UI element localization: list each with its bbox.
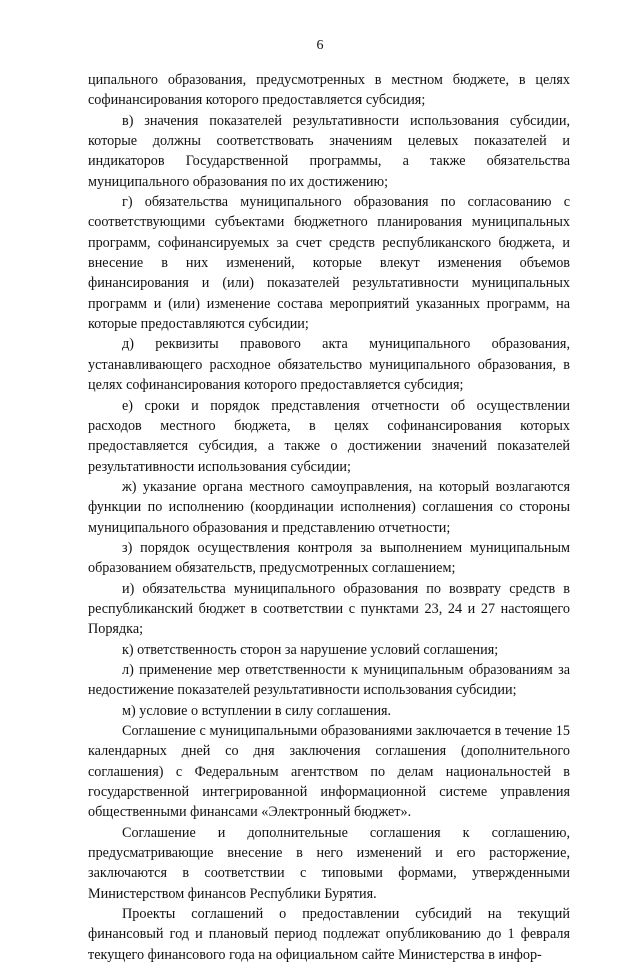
document-body	[88, 70, 570, 965]
paragraph-item-e: е) сроки и порядок представления отчетности об осуществлении расходов местного бюджета, в целях софинансирования которых предоставляется субсидия, а также о достижении значений показателей результативности использования субсидии;	[88, 397, 570, 475]
paragraph-item-i: и) обязательства муниципального образования по возврату средств в республиканский бюджет в соответствии с пунктами 23, 24 и 27 настоящего Порядка;	[88, 580, 570, 638]
paragraph-item-k: к) ответственность сторон за нарушение условий соглашения;	[122, 641, 499, 658]
paragraph-item-d: д) реквизиты правового акта муниципального образования, устанавливающего расходное обязательство муниципального образования, в целях софинансирования которого предоставляется субсидия;	[88, 336, 570, 394]
paragraph-item-l: л) применение мер ответственности к муниципальным образованиям за недостижение показателей результативности использования субсидии;	[88, 661, 570, 699]
page-number: 6	[316, 38, 324, 53]
paragraph-item-g: г) обязательства муниципального образования по согласованию с соответствующими субъектами бюджетного планирования муниципальных программ, софинансируемых за счет средств республиканского бюджета, и внесение в них изменений, которые влекут изменения объемов финансирования и (или) показателей результативности муниципальных программ и (или) изменение состава мероприятий указанных программ, на которые предоставляются субсидии;	[88, 194, 570, 333]
paragraph-item-z: з) порядок осуществления контроля за выполнением муниципальным образованием обязательств, предусмотренных соглашением;	[88, 539, 570, 577]
paragraph-agreement-term: Соглашение с муниципальными образованиями заключается в течение 15 календарных дней со дня заключения соглашения (дополнительного соглашения) с Федеральным агентством по делам национальностей в государственной интегрированной информационной системе управления общественными финансами «Электронный бюджет».	[88, 723, 570, 821]
paragraph-continuation: ципального образования, предусмотренных в местном бюджете, в целях софинансирования которого предоставляется субсидия;	[88, 72, 570, 109]
paragraph-agreement-forms: Соглашение и дополнительные соглашения к соглашению, предусматривающие внесение в него изменений и его расторжение, заключаются в соответствии с типовыми формами, утвержденными Министерством финансов Республики Бурятия.	[88, 824, 570, 902]
paragraph-item-zh: ж) указание органа местного самоуправления, на который возлагаются функции по исполнению (координации исполнения) соглашения со стороны муниципального образования и представлению отчетности;	[88, 478, 570, 536]
paragraph-publication: Проекты соглашений о предоставлении субсидий на текущий финансовый год и плановый период подлежат опубликованию до 1 февраля текущего финансового года на официальном сайте Министерства в инфор-	[88, 906, 570, 963]
paragraph-item-v: в) значения показателей результативности использования субсидии, которые должны соответствовать значениям целевых показателей и индикаторов Государственной программы, а также обязательства муниципального образования по их достижению;	[88, 112, 570, 190]
paragraph-item-m: м) условие о вступлении в силу соглашения.	[122, 702, 392, 719]
